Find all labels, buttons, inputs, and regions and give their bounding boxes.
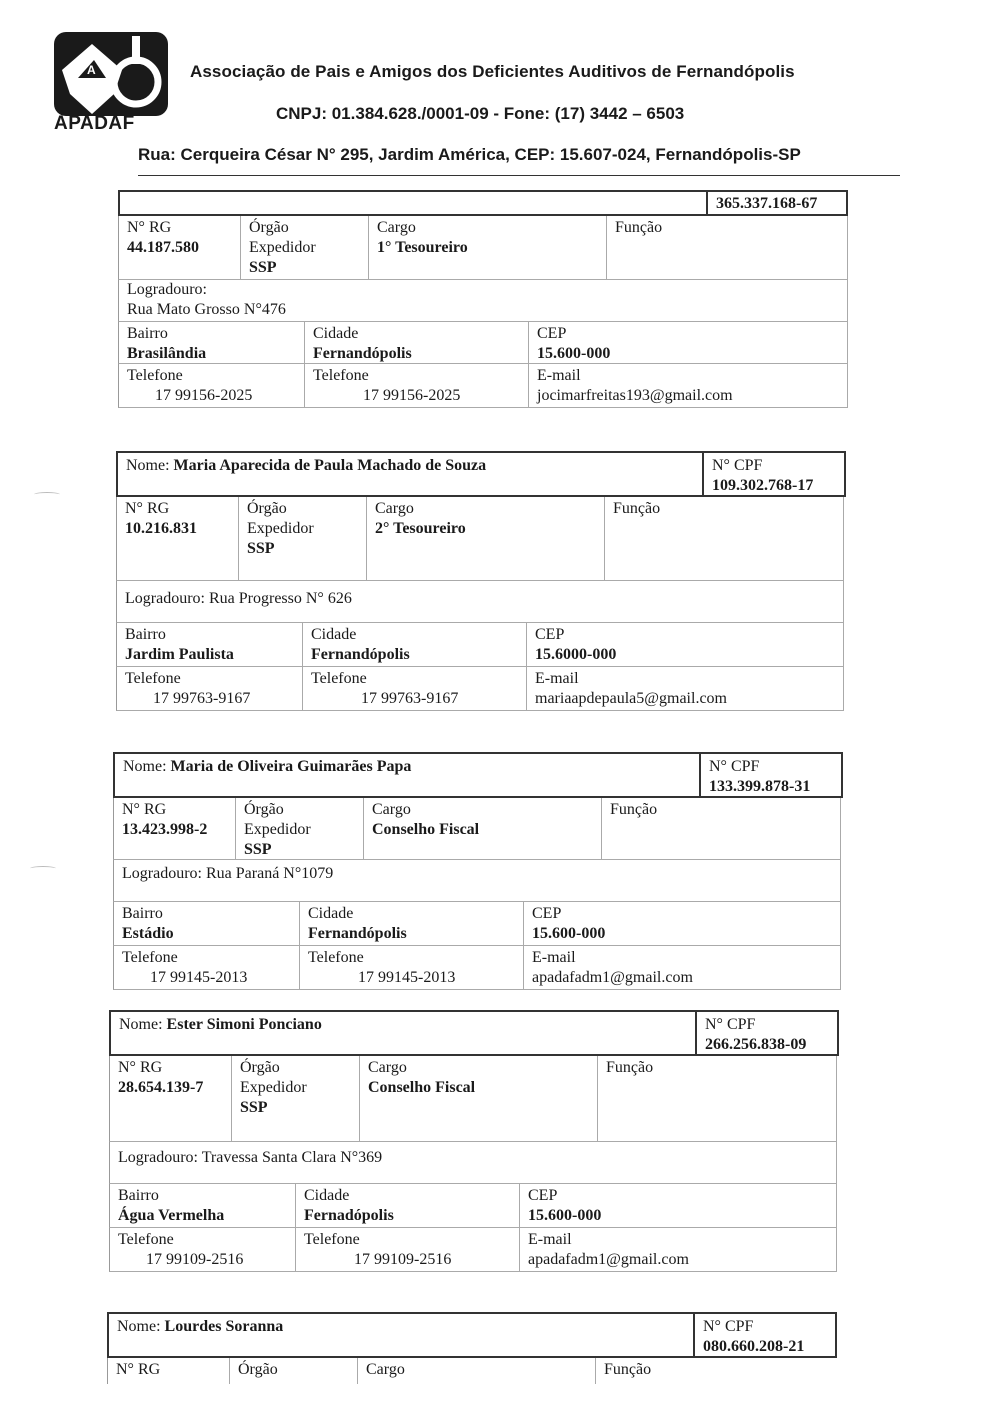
telefone2-value: 17 99145-2013 — [358, 969, 456, 986]
email-label: E-mail — [532, 949, 576, 966]
bairro-cell — [110, 1184, 296, 1228]
telefone1-cell — [110, 1228, 296, 1272]
rg-label: N° RG — [122, 801, 167, 818]
bairro-label: Bairro — [125, 626, 166, 643]
logradouro-row — [118, 280, 848, 322]
nome-label: Nome: — [117, 1318, 161, 1335]
rg-cell — [119, 216, 241, 280]
email-label: E-mail — [535, 670, 579, 687]
rg-label: N° RG — [118, 1059, 163, 1076]
telefone-row — [118, 364, 848, 408]
rg-value: 44.187.580 — [127, 239, 199, 256]
telefone2-cell — [300, 946, 524, 990]
cidade-cell — [303, 623, 527, 667]
orgao-cell — [230, 1358, 358, 1384]
member-name: Ester Simoni Ponciano — [166, 1016, 322, 1033]
bairro-label: Bairro — [127, 325, 168, 342]
scan-mark — [34, 492, 60, 497]
orgao-cell — [241, 216, 369, 280]
svg-text:A: A — [87, 63, 96, 77]
cidade-value: Fernadópolis — [304, 1207, 394, 1224]
email-cell — [527, 667, 843, 711]
orgao-cell — [239, 497, 367, 581]
email-cell — [529, 364, 847, 408]
rg-label: N° RG — [127, 219, 172, 236]
cep-cell — [520, 1184, 836, 1228]
telefone-row — [109, 1228, 837, 1272]
cargo-label: Cargo — [375, 500, 414, 517]
logradouro-cell — [110, 1142, 836, 1170]
telefone2-cell — [303, 667, 527, 711]
funcao-cell — [596, 1358, 834, 1384]
telefone1-value: 17 99145-2013 — [150, 969, 248, 986]
logradouro-label: Logradouro: — [122, 865, 202, 882]
funcao-label: Função — [610, 801, 658, 818]
logo-text: APADAF — [54, 113, 135, 134]
cpf-label: N° CPF — [709, 758, 760, 775]
name-row — [107, 1312, 837, 1358]
cargo-value: Conselho Fiscal — [372, 821, 480, 838]
member-name: Maria Aparecida de Paula Machado de Souza — [173, 457, 487, 474]
org-address: Rua: Cerqueira César N° 295, Jardim América, CEP: 15.607-024, Fernandópolis-SP — [138, 145, 801, 164]
nome-label: Nome: — [126, 457, 170, 474]
cpf-value: 266.256.838-09 — [705, 1036, 807, 1053]
logradouro-value: Rua Paraná N°1079 — [205, 865, 334, 882]
rg-label: N° RG — [116, 1361, 161, 1378]
funcao-cell — [598, 1056, 836, 1142]
org-name: Associação de Pais e Amigos dos Deficientes Auditivos de Fernandópolis — [190, 62, 795, 81]
cargo-cell — [367, 497, 605, 581]
cargo-cell — [364, 798, 602, 860]
name-row — [113, 752, 843, 798]
bairro-value: Água Vermelha — [118, 1207, 225, 1224]
cargo-label: Cargo — [372, 801, 411, 818]
rg-row — [107, 1358, 835, 1384]
cep-value: 15.600-000 — [528, 1207, 602, 1224]
orgao-value: SSP — [240, 1099, 268, 1116]
member-name: Lourdes Soranna — [164, 1318, 284, 1335]
telefone1-value: 17 99763-9167 — [153, 690, 251, 707]
rg-row — [118, 216, 848, 280]
orgao-label: Órgão — [240, 1059, 280, 1076]
rg-label: N° RG — [125, 500, 170, 517]
telefone-label: Telefone — [304, 1231, 360, 1248]
bairro-cell — [114, 902, 300, 946]
cpf-value: 365.337.168-67 — [716, 195, 818, 212]
bairro-label: Bairro — [118, 1187, 159, 1204]
cidade-cell — [305, 322, 529, 364]
cep-value: 15.6000-000 — [535, 646, 617, 663]
member-record-1 — [118, 190, 848, 410]
orgao-label: Órgão — [249, 219, 289, 236]
email-label: E-mail — [528, 1231, 572, 1248]
bairro-value: Estádio — [122, 925, 174, 942]
telefone1-cell — [114, 946, 300, 990]
rg-row — [116, 497, 844, 581]
cpf-value: 109.302.768-17 — [712, 477, 814, 494]
orgao-cell — [236, 798, 364, 860]
cargo-label: Cargo — [377, 219, 416, 236]
telefone-label: Telefone — [313, 367, 369, 384]
expedidor-label: Expedidor — [247, 520, 314, 537]
name-row — [109, 1010, 839, 1056]
telefone2-cell — [296, 1228, 520, 1272]
orgao-cell — [232, 1056, 360, 1142]
name-row — [118, 190, 848, 216]
bairro-cell — [117, 623, 303, 667]
rg-value: 13.423.998-2 — [122, 821, 208, 838]
cep-value: 15.600-000 — [537, 345, 611, 362]
cpf-label: N° CPF — [712, 457, 763, 474]
bairro-cell — [119, 322, 305, 364]
cep-label: CEP — [537, 325, 567, 342]
email-value: apadafadm1@gmail.com — [528, 1251, 689, 1268]
cargo-value: 2° Tesoureiro — [375, 520, 466, 537]
member-record-3 — [113, 752, 843, 992]
orgao-value: SSP — [244, 841, 272, 858]
telefone-row — [116, 667, 844, 711]
cargo-value: 1° Tesoureiro — [377, 239, 468, 256]
telefone-label: Telefone — [308, 949, 364, 966]
telefone-label: Telefone — [127, 367, 183, 384]
telefone-label: Telefone — [311, 670, 367, 687]
logradouro-cell — [117, 581, 843, 611]
cpf-label: N° CPF — [703, 1318, 754, 1335]
bairro-value: Jardim Paulista — [125, 646, 234, 663]
cpf-box — [693, 1314, 835, 1356]
cidade-label: Cidade — [311, 626, 357, 643]
telefone-label: Telefone — [118, 1231, 174, 1248]
cep-label: CEP — [528, 1187, 558, 1204]
rg-row — [113, 798, 841, 860]
bairro-row — [113, 902, 841, 946]
rg-cell — [108, 1358, 230, 1384]
member-record-5 — [107, 1312, 837, 1384]
logradouro-value: Travessa Santa Clara N°369 — [201, 1149, 383, 1166]
email-value: mariaapdepaula5@gmail.com — [535, 690, 727, 707]
telefone1-value: 17 99109-2516 — [146, 1251, 244, 1268]
cpf-value: 080.660.208-21 — [703, 1338, 805, 1355]
funcao-label: Função — [615, 219, 663, 236]
cargo-value: Conselho Fiscal — [368, 1079, 476, 1096]
funcao-label: Função — [604, 1361, 652, 1378]
cargo-cell — [369, 216, 607, 280]
orgao-value: SSP — [249, 259, 277, 276]
bairro-label: Bairro — [122, 905, 163, 922]
expedidor-label: Expedidor — [244, 821, 311, 838]
logradouro-row — [113, 860, 841, 902]
cep-cell — [529, 322, 847, 364]
bairro-row — [109, 1184, 837, 1228]
logradouro-value: Rua Progresso N° 626 — [208, 590, 352, 607]
orgao-label: Órgão — [247, 500, 287, 517]
telefone1-value: 17 99156-2025 — [155, 387, 253, 404]
funcao-label: Função — [613, 500, 661, 517]
cpf-box — [699, 754, 841, 796]
cep-cell — [524, 902, 840, 946]
cargo-label: Cargo — [368, 1059, 407, 1076]
cidade-cell — [296, 1184, 520, 1228]
cidade-value: Fernandópolis — [313, 345, 412, 362]
funcao-cell — [602, 798, 840, 860]
email-label: E-mail — [537, 367, 581, 384]
bairro-value: Brasilândia — [127, 345, 207, 362]
rg-cell — [114, 798, 236, 860]
orgao-label: Órgão — [238, 1361, 278, 1378]
funcao-cell — [605, 497, 843, 581]
telefone2-value: 17 99763-9167 — [361, 690, 459, 707]
rg-cell — [110, 1056, 232, 1142]
bairro-row — [118, 322, 848, 364]
logradouro-row — [109, 1142, 837, 1184]
telefone2-value: 17 99109-2516 — [354, 1251, 452, 1268]
org-cnpj-phone: CNPJ: 01.384.628./0001-09 - Fone: (17) 3442 – 6503 — [276, 104, 685, 123]
telefone-label: Telefone — [122, 949, 178, 966]
rg-cell — [117, 497, 239, 581]
telefone-label: Telefone — [125, 670, 181, 687]
email-value: jocimarfreitas193@gmail.com — [537, 387, 733, 404]
cidade-label: Cidade — [313, 325, 359, 342]
telefone1-cell — [117, 667, 303, 711]
telefone1-cell — [119, 364, 305, 408]
cidade-value: Fernandópolis — [311, 646, 410, 663]
cargo-label: Cargo — [366, 1361, 405, 1378]
expedidor-label: Expedidor — [240, 1079, 307, 1096]
nome-label: Nome: — [119, 1016, 163, 1033]
cpf-label: N° CPF — [705, 1016, 756, 1033]
cidade-label: Cidade — [304, 1187, 350, 1204]
logradouro-value: Rua Mato Grosso N°476 — [127, 301, 286, 318]
cidade-label: Cidade — [308, 905, 354, 922]
logradouro-label: Logradouro: — [127, 281, 207, 298]
cep-label: CEP — [532, 905, 562, 922]
cep-cell — [527, 623, 843, 667]
cargo-cell — [358, 1358, 596, 1384]
logradouro-cell — [119, 280, 847, 322]
logradouro-row — [116, 581, 844, 623]
telefone2-cell — [305, 364, 529, 408]
telefone2-value: 17 99156-2025 — [363, 387, 461, 404]
rg-value: 28.654.139-7 — [118, 1079, 204, 1096]
cep-label: CEP — [535, 626, 565, 643]
logradouro-cell — [114, 860, 840, 886]
scan-mark — [30, 866, 56, 871]
telefone-row — [113, 946, 841, 990]
member-name: Maria de Oliveira Guimarães Papa — [170, 758, 412, 775]
cpf-value: 133.399.878-31 — [709, 778, 811, 795]
member-record-2 — [116, 451, 846, 713]
member-record-4 — [109, 1010, 839, 1272]
cep-value: 15.600-000 — [532, 925, 606, 942]
rg-value: 10.216.831 — [125, 520, 197, 537]
email-cell — [520, 1228, 836, 1272]
logradouro-label: Logradouro: — [125, 590, 205, 607]
rg-row — [109, 1056, 837, 1142]
orgao-label: Órgão — [244, 801, 284, 818]
email-cell — [524, 946, 840, 990]
cpf-box — [702, 453, 844, 495]
orgao-value: SSP — [247, 540, 275, 557]
bairro-row — [116, 623, 844, 667]
expedidor-label: Expedidor — [249, 239, 316, 256]
header-divider — [138, 175, 900, 176]
logradouro-label: Logradouro: — [118, 1149, 198, 1166]
cidade-value: Fernandópolis — [308, 925, 407, 942]
name-row — [116, 451, 846, 497]
nome-label: Nome: — [123, 758, 167, 775]
cargo-cell — [360, 1056, 598, 1142]
funcao-cell — [607, 216, 847, 280]
cpf-box — [695, 1012, 837, 1054]
email-value: apadafadm1@gmail.com — [532, 969, 693, 986]
cpf-box — [706, 192, 846, 214]
funcao-label: Função — [606, 1059, 654, 1076]
cidade-cell — [300, 902, 524, 946]
